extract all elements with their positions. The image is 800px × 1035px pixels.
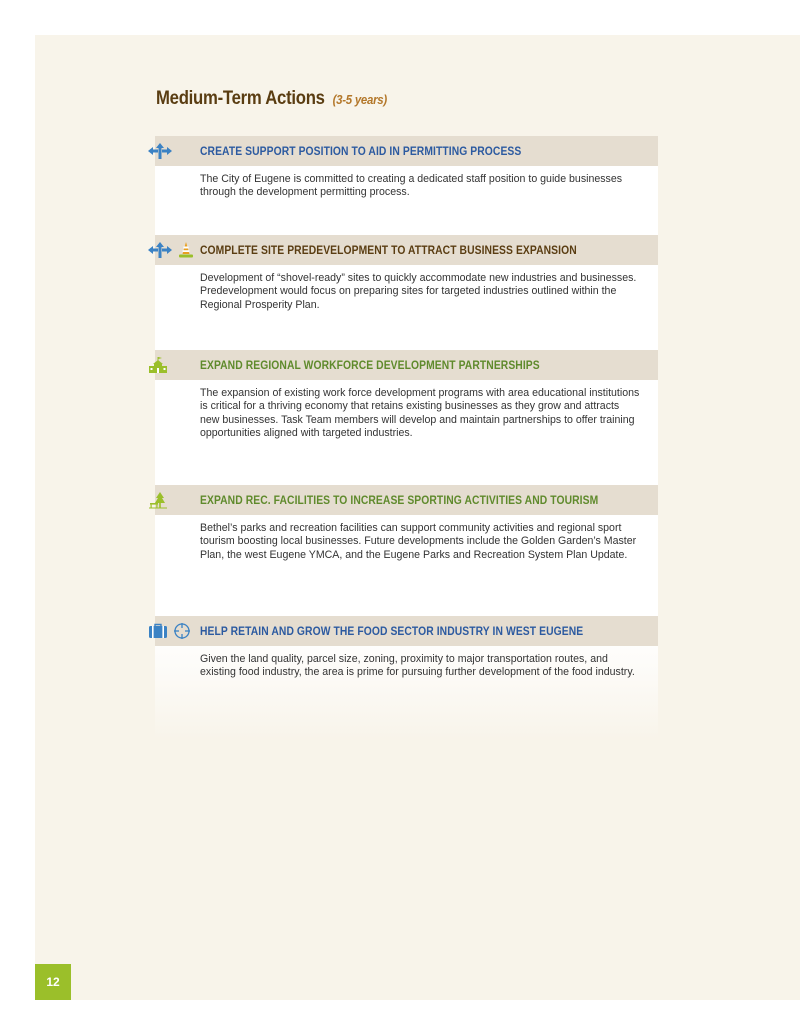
crossroads-arrows-icon: [147, 241, 173, 259]
page-number: 12: [35, 964, 71, 1000]
action-description: Given the land quality, parcel size, zoning, proximity to major transportation routes, and existing food industry, the area is prime for pursuing further development of the food industry.: [200, 653, 635, 679]
action-icons: [147, 350, 169, 380]
section-heading-title: Medium-Term Actions: [156, 88, 325, 109]
action-title: EXPAND REC. FACILITIES TO INCREASE SPORTING ACTIVITIES AND TOURISM: [200, 493, 599, 507]
action-title: HELP RETAIN AND GROW THE FOOD SECTOR INDUSTRY IN WEST EUGENE: [200, 624, 584, 638]
crossroads-arrows-icon: [147, 142, 173, 160]
school-building-icon: [147, 356, 169, 374]
section-heading: [156, 88, 387, 110]
action-icons: [147, 235, 196, 265]
action-icons: [147, 616, 192, 646]
action-title: EXPAND REGIONAL WORKFORCE DEVELOPMENT PARTNERSHIPS: [200, 358, 540, 372]
action-icons: [147, 485, 169, 515]
action-description: The City of Eugene is committed to creating a dedicated staff position to guide businesses through the development permitting process.: [200, 173, 623, 199]
traffic-cone-icon: [176, 241, 196, 259]
action-icons: [147, 136, 173, 166]
action-title: COMPLETE SITE PREDEVELOPMENT TO ATTRACT BUSINESS EXPANSION: [200, 243, 577, 257]
section-heading-subtitle: (3-5 years): [332, 92, 387, 107]
action-description: The expansion of existing work force development programs with area educational institutions is critical for a thriving economy that retains existing businesses as they grow and attracts new businesses. Task Team members will develop and maintain partnerships to offer training opportunities aligned with targeted industries.: [200, 387, 640, 440]
crosshair-target-icon: [172, 622, 192, 640]
action-description: Bethel’s parks and recreation facilities can support community activities and regional sport tourism boosting local businesses. Future developments include the Golden Garden’s Master Plan, the west Eugene YMCA, and the Eugene Parks and Recreation System Plan Update.: [200, 522, 637, 561]
park-tree-bench-icon: [147, 491, 169, 509]
action-title: CREATE SUPPORT POSITION TO AID IN PERMITTING PROCESS: [200, 144, 522, 158]
action-description: Development of “shovel-ready” sites to quickly accommodate new industries and businesses. Predevelopment would focus on preparing sites for targeted industries outlined within the Regional Prosperity Plan.: [200, 272, 637, 311]
briefcase-icon: [147, 622, 169, 640]
